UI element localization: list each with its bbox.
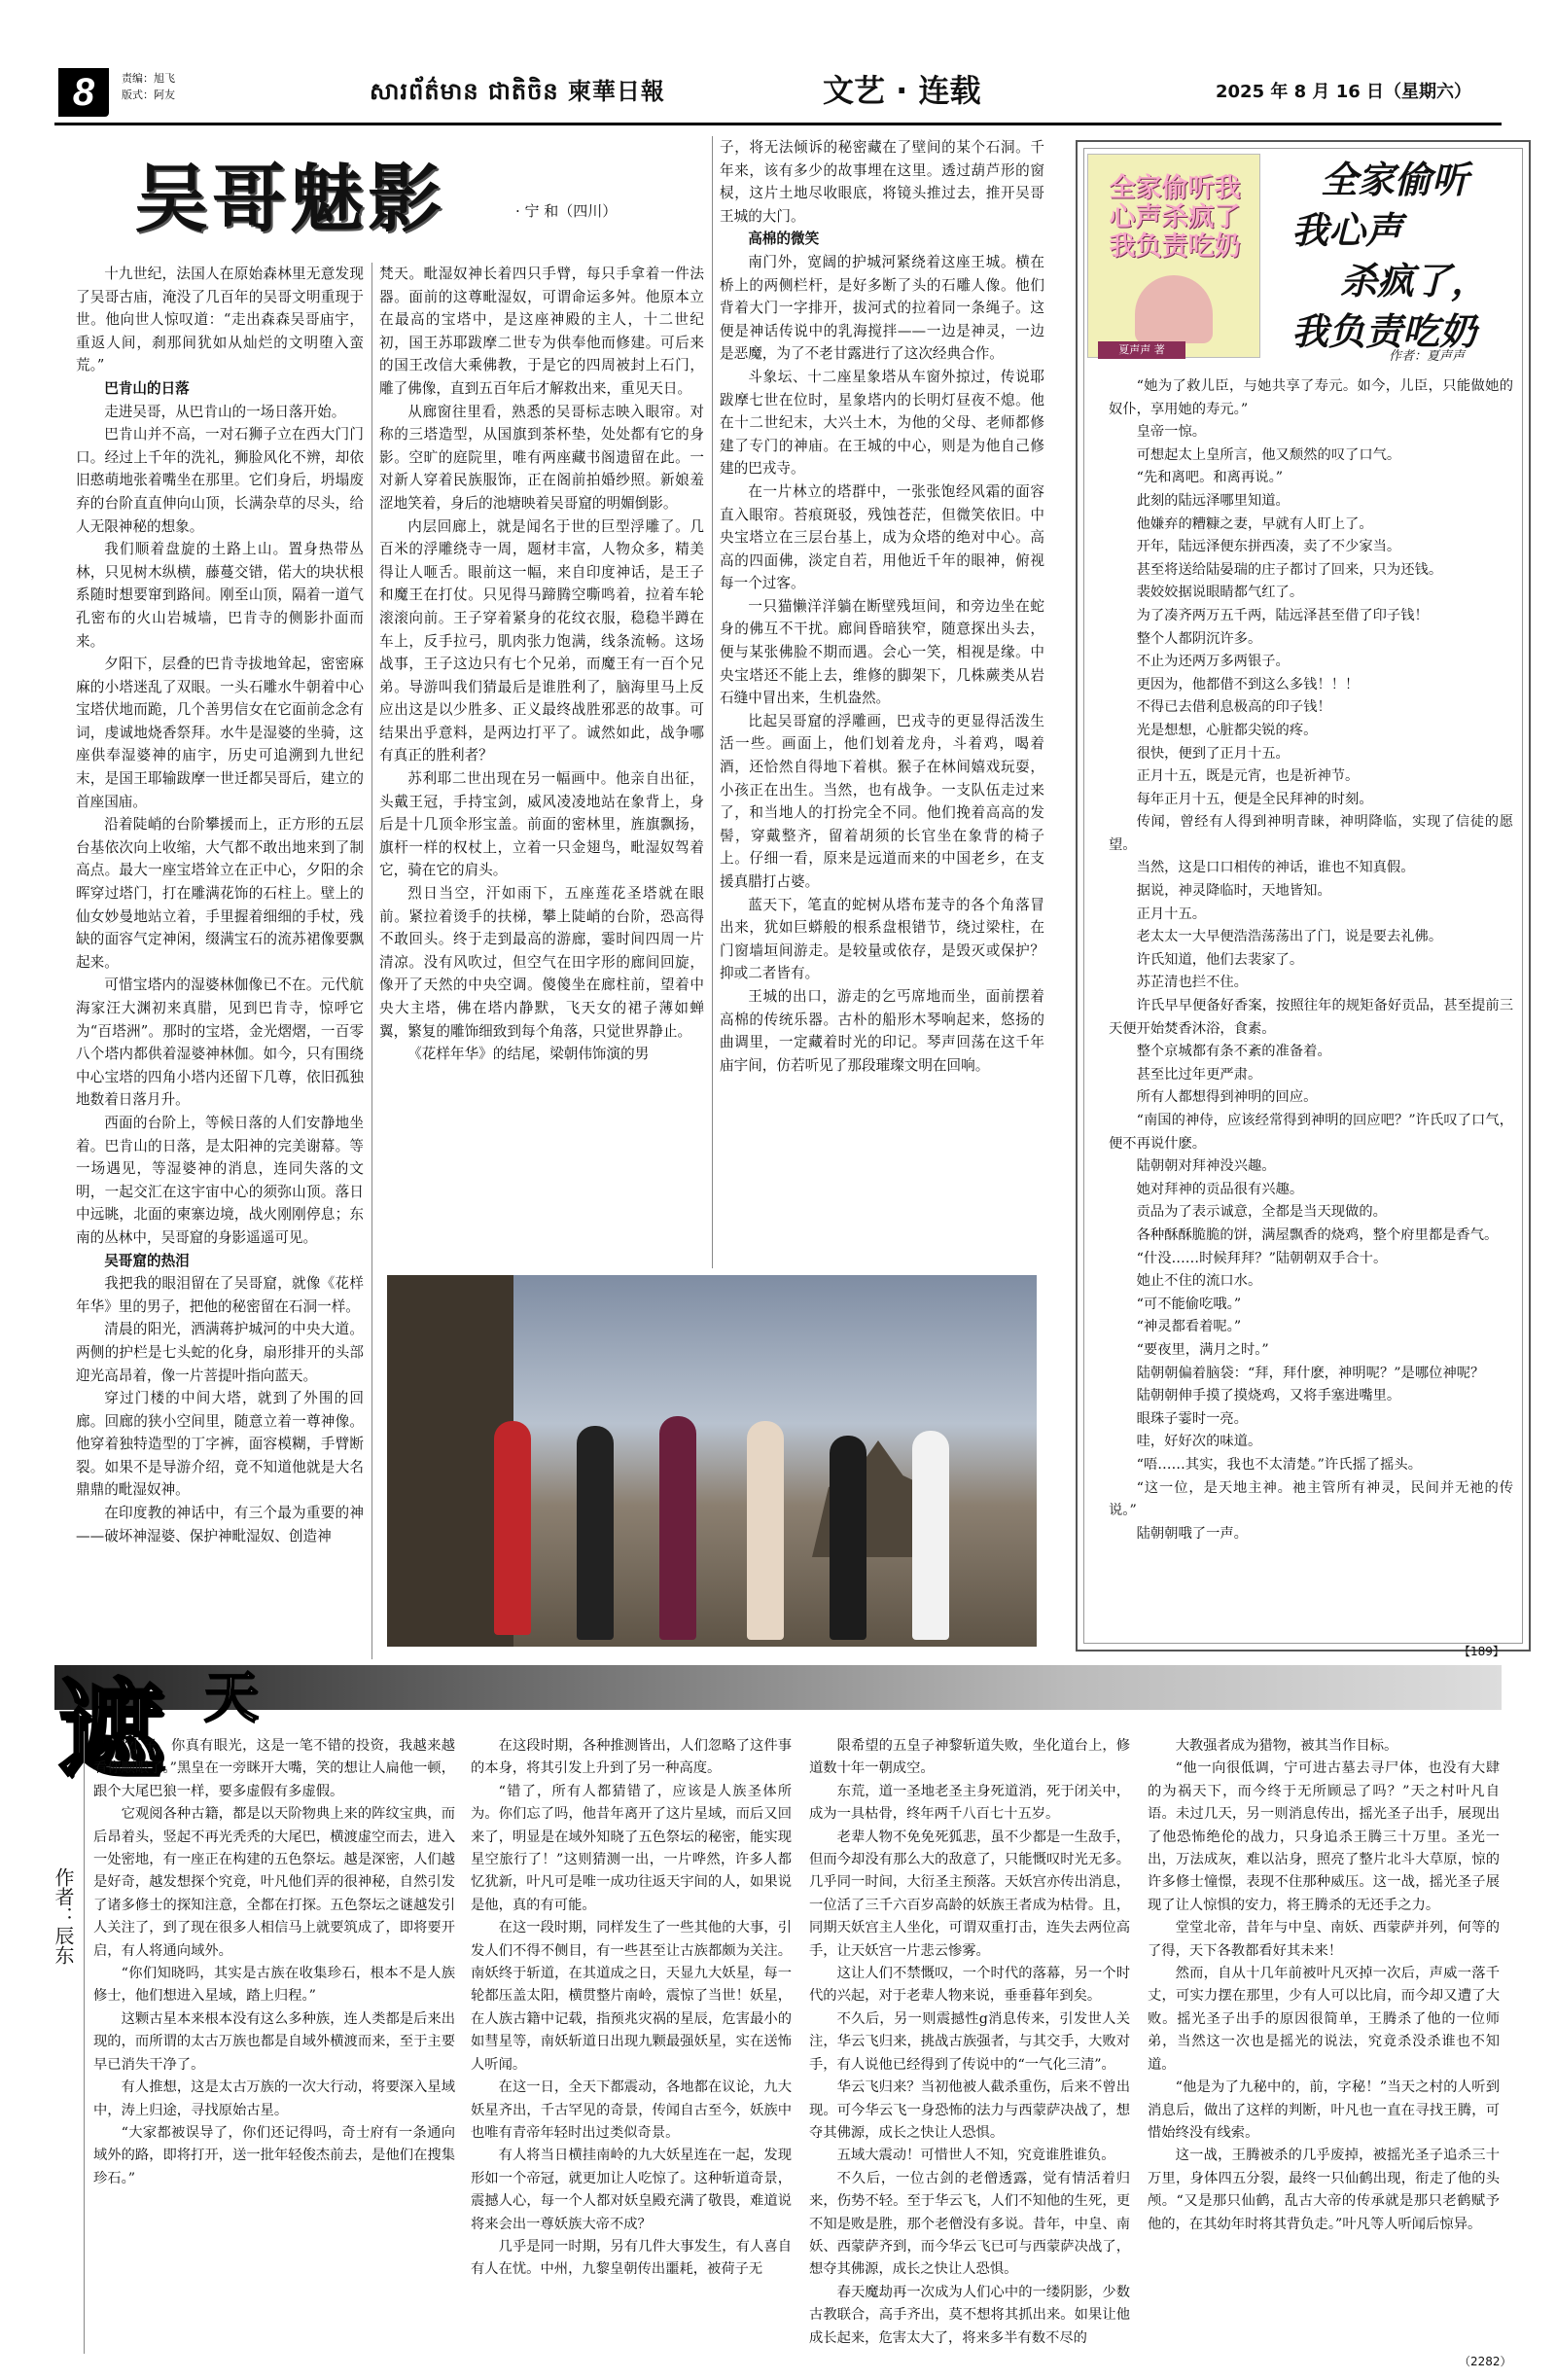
paragraph: 它观阅各种古籍，都是以天阶物典上来的阵纹宝典，而后昂着头，竖起不再光秃秃的大尾巴，横渡虚空而去，进入一处密地，有一座正在构建的五色祭坛。越是深密，人们越是好奇，越发想探个究竟，叶凡他们弄的很神秘，自然引发了诸多修士的探知注意，全都在打探。五色祭坛之谜越发引人关注了，到了现在很多人相信马上就要筑成了，即将要开启，有人将通向域外。 [93, 1806, 455, 1959]
paragraph: 五域大震动！可惜世人不知，究竟谁胜谁负。 [836, 2148, 1115, 2164]
paragraph: “唔……其实，我也不太清楚。”许氏摇了摇头。 [1136, 1456, 1422, 1473]
paragraph: 甚至比过年更严肃。 [1136, 1066, 1262, 1083]
paragraph: 不止为还两万多两银子。 [1136, 654, 1290, 670]
paragraph: 她对拜神的贡品很有兴趣。 [1136, 1181, 1304, 1197]
paragraph: “小子，你真有眼光，这是一笔不错的投资，我越来越看你顺眼了。”黑皇在一旁眯开大嘴，笑的想让人扁他一顿，跟个大尾巴狼一样，要多虚假有多虚假。 [93, 1738, 455, 1799]
paragraph: “神灵都看着呢。” [1136, 1319, 1242, 1335]
person-1 [494, 1421, 531, 1635]
paragraph: 这让人们不禁慨叹，一个时代的落幕，另一个时代的兴起，对于老辈人物来说，垂垂暮年到矣。 [809, 1966, 1130, 2005]
paragraph: “他是为了九秘中的，前，字秘！”当天之村的人听到消息后，做出了这样的判断，叶凡也一直在寻找王腾，可惜始终没有线索。 [1148, 2079, 1500, 2141]
serial2-author: 作者：辰东 [52, 1867, 75, 1965]
serial-box [1076, 140, 1531, 1652]
paragraph: 东荒，道一圣地老圣主身死道消，死于闭关中，成为一具枯骨，终年两千八百七十五岁。 [809, 1783, 1130, 1823]
paragraph: 子，将无法倾诉的秘密藏在了壁间的某个石洞。千年来，该有多少的故事埋在这里。透过葫芦形的窗棂，这片土地尽收眼底，将镜头推过去，推开吴哥王城的大门。 [720, 139, 1044, 225]
paragraph: “要夜里，满月之时。” [1136, 1341, 1269, 1358]
paragraph: “他一向很低调，宁可进古墓去寻尸体，也没有大肆的为祸天下，而今终于无所顾忌了吗？”天之村叶凡自语。未过几天，另一则消息传出，摇光圣子出手，展现出了他恐怖绝伦的战力，只身追杀王腾三十万里。圣光一出，万法成灰，难以沾身，照亮了整片北斗大草原，惊的许多修士憧憬，表现不住那种威压。这一战，摇光圣子展现了让人惊惧的安力，将王腾杀的无还手之力。 [1148, 1760, 1500, 1913]
serial2-title-band [54, 1665, 1502, 1710]
paragraph: 有人将当日横挂南岭的九大妖星连在一起，发现形如一个帝冠，就更加让人吃惊了。这种斩道奇景，震撼人心，每一个人都对妖皇殿充满了敬畏，难道说将来会出一尊妖族大帝不成？ [471, 2148, 792, 2232]
paragraph: 不得已去借利息极高的印子钱！ [1136, 699, 1331, 716]
paragraph: 走进吴哥，从巴肯山的一场日落开始。 [104, 403, 346, 420]
paragraph: 老辈人物不免免死狐悲，虽不少都是一生敌手，但而今却没有那么大的敌意了，只能慨叹时光无多。几乎同一时间，大衍圣主预落。天妖宫亦传出消息，一位活了三千六百岁高龄的妖族王者成为枯骨。且，同期天妖宫主人坐化，可谓双重打击，连失去两位高手，让天妖宫一片悲云惨雾。 [809, 1829, 1130, 1959]
paragraph: 巴肯山并不高，一对石狮子立在西大门门口。经过上千年的洗礼，狮脸风化不辨，却依旧憨萌地张着嘴坐在那里。它们身后，坍塌废弃的台阶直直伸向山顶，长满杂草的尽头，给人无限神秘的想象。 [76, 426, 364, 535]
paragraph: “错了，所有人都猜错了，应该是人族圣体所为。你们忘了吗，他昔年离开了这片星域，而后又回来了，明显是在域外知晓了五色祭坛的秘密，能实现星空旅行了！”这则猜测一出，一片哗然，许多人都忆犹新，叶凡可是唯一成功往返天宇间的人，如果说是他，真的有可能。 [471, 1783, 792, 1913]
serial-title-line-1: 全家偷听 [1321, 158, 1469, 201]
paragraph: 眼珠子霎时一亮。 [1136, 1410, 1248, 1427]
paragraph: 几乎是同一时期，另有几件大事发生，有人喜自有人在忧。中州，九黎皇朝传出噩耗，被荷子无 [471, 2238, 792, 2278]
serial-title-line-3: 杀疯了， [1340, 259, 1489, 302]
paragraph: 西面的台阶上，等候日落的人们安静地坐着。巴肯山的日落，是太阳神的完美谢幕。等一场遇见，等湿婆神的消息，连同失落的文明，一起交汇在这宇宙中心的须弥山顶。落日中远眺，北面的柬寨边境，战火刚刚停息；东南的丛林中，吴哥窟的身影遥遥可见。 [76, 1114, 364, 1246]
paragraph: 烈日当空，汗如雨下，五座莲花圣塔就在眼前。紧拉着烫手的扶梯，攀上陡峭的台阶，恐高得不敢回头。终于走到最高的游廊，霎时间四周一片清凉。没有风吹过，但空气在田字形的廊间回旋，像开了天然的中央空调。傻傻坐在廊柱前，望着中央大主塔，佛在塔内静默，飞天女的裙子薄如蝉翼，繁复的雕饰细致到每个角落，只觉世界静止。 [379, 885, 704, 1040]
paragraph: 苏芷清也拦不住。 [1136, 975, 1248, 991]
article-title: 吴哥魅影 [134, 156, 445, 242]
paragraph: 我们顺着盘旋的土路上山。置身热带丛林，只见树木纵横，藤蔓交错，偌大的块状根系随时想要窜到路间。刚至山顶，隔着一道气孔密布的火山岩城墙，巴肯寺的侧影扑面而来。 [76, 541, 364, 650]
article-column-3 [720, 136, 1044, 1268]
masthead: សារព័ត៌មាន ជាតិចិន 柬華日報 [370, 77, 665, 105]
paragraph: 有人推想，这是太古万族的一次大行动，将要深入星域中，涛上归途，寻找原始古星。 [93, 2079, 455, 2118]
paragraph: 每年正月十五，便是全民拜神的时刻。 [1136, 791, 1373, 807]
person-2 [577, 1426, 614, 1640]
paragraph: 斗象坛、十二座星象塔从车窗外掠过，传说耶跋摩七世在位时，星象塔内的长明灯昼夜不熄。他在十二世纪末，大兴土木，为他的父母、老师都修建了专门的神庙。在王城的中心，则是为他自己修建的巴戎寺。 [720, 368, 1044, 478]
paragraph: 王城的出口，游走的乞丐席地而坐，面前摆着高棉的传统乐器。古朴的船形木琴响起来，悠扬的曲调里，一定藏着时光的印记。琴声回荡在这千年庙宇间，仿若听见了那段璀璨文明在回响。 [720, 987, 1044, 1074]
editor-credits [122, 70, 175, 103]
paragraph: 苏利耶二世出现在另一幅画中。他亲自出征，头戴王冠，手持宝剑，威风凌凌地站在象背上，身后是十几顶伞形宝盖。前面的密林里，旌旗飘扬，旗杆一样的权杖上，立着一只金翅鸟，毗湿奴驾着它，骑在它的肩头。 [379, 770, 704, 879]
paragraph: 当然，这是口口相传的神话，谁也不知真假。 [1136, 860, 1415, 876]
book-cover [1087, 154, 1260, 358]
paragraph: 大教强者成为猎物，被其当作目标。 [1175, 1738, 1398, 1754]
serial2-column-4 [1148, 1735, 1500, 2348]
paragraph: 《花样年华》的结尾，梁朝伟饰演的男 [407, 1046, 650, 1063]
paragraph: 整个人都阴沉许多。 [1136, 630, 1262, 647]
person-4 [747, 1421, 784, 1640]
paragraph: 各种酥酥脆脆的饼，满屋飘香的烧鸡，整个府里都是香气。 [1136, 1226, 1499, 1243]
paragraph: 不久后，另一则震撼性g消息传来，引发世人关注，华云飞归来，挑战古族强者，与其交手，大败对手，有人说他已经得到了传说中的“一气化三清”。 [809, 2010, 1130, 2073]
paragraph: 然而，自从十几年前被叶凡灭掉一次后，声威一落千丈，可实力摆在那里，少有人可以比肩，而今却又遭了大败。摇光圣子出手的原因很简单，王腾杀了他的一位师弟，当然这一次也是摇光的说法，究竟杀没杀谁也不知道。 [1148, 1966, 1500, 2073]
paragraph: 一只猫懒洋洋躺在断壁残垣间，和旁边坐在蛇身的佛互不干扰。廊间昏暗狭窄，随意探出头去，便与某张佛脸不期而遇。会心一笑，相视是缘。中央宝塔还不能上去，维修的脚架下，几株蕨类从岩石缝中冒出来，生机盎然。 [720, 597, 1044, 707]
paragraph: 她止不住的流口水。 [1136, 1273, 1262, 1290]
paragraph: 在这一日，全天下都震动，各地都在议论，九大妖星齐出，千古罕见的奇景，传闻自古至今，妖族中也唯有青帝年轻时出过类似奇景。 [471, 2079, 792, 2141]
paragraph: 春天魔劫再一次成为人们心中的一缕阴影，少数古教联合，高手齐出，莫不想将其抓出来。如果让他成长起来，危害太大了，将来多半有数不尽的 [809, 2284, 1130, 2346]
paragraph: 光是想想，心脏都尖锐的疼。 [1136, 722, 1318, 738]
paragraph: 梵天。毗湿奴神长着四只手臂，每只手拿着一件法器。面前的这尊毗湿奴，可谓命运多舛。他原本立在最高的宝塔中，是这座神殿的主人，十二世纪初，国王苏耶跋摩二世专为供奉他而修建。可后来的国王改信大乘佛教，于是它的四周被封上石门，雕了佛像，直到五百年后才解救出来，重见天日。 [379, 266, 704, 397]
paragraph: 可想起太上皇所言，他又颓然的叹了口气。 [1136, 446, 1401, 463]
paragraph: 穿过门楼的中间大塔，就到了外围的回廊。回廊的狭小空间里，随意立着一尊神像。他穿着独特造型的丁字裤，面容模糊，手臂断裂。如果不是导游介绍，竟不知道他就是大名鼎鼎的毗湿奴神。 [76, 1390, 364, 1499]
serial2-column-2 [471, 1735, 792, 2348]
paragraph: 据说，神灵降临时，天地皆知。 [1136, 883, 1331, 900]
serial-author: 作者：夏声声 [1389, 349, 1466, 364]
paragraph: 在印度教的神话中，有三个最为重要的神——破坏神湿婆、保护神毗湿奴、创造神 [76, 1505, 364, 1545]
paragraph: “她为了救儿臣，与她共享了寿元。如今，儿臣，只能做她的奴仆，享用她的寿元。” [1109, 378, 1513, 417]
paragraph: 南门外，宽阔的护城河紧绕着这座王城。横在桥上的两侧栏杆，是好多断了头的石雕人像。他们背着大门一字排开，拔河式的拉着同一条绳子。这便是神话传说中的乳海搅拌——一边是神灵，一边是恶魔，为了不老甘露进行了这次经典合作。 [720, 253, 1044, 363]
layout-name: 版式：阿友 [122, 89, 175, 101]
serial-episode: 【189】 [1459, 1645, 1504, 1658]
editor-name: 责编：旭飞 [122, 72, 175, 85]
paragraph: “这一位，是天地主神。祂主管所有神灵，民间并无祂的传说。” [1109, 1479, 1513, 1519]
article-byline: · 宁 和（四川） [515, 202, 618, 220]
paragraph: 比起吴哥窟的浮雕画，巴戎寺的更显得活泼生活一些。画面上，他们划着龙舟，斗着鸡，喝着酒，还恰然自得地下着棋。猴子在林间嬉戏玩耍，小孩正在出生。当然，也有战争。一支队伍走过来了，和当地人的打扮完全不同。他们挽着高高的发髻，穿戴整齐，留着胡须的长官坐在象背的椅子上。仔细一看，原来是远道而来的中国老乡，在支援真腊打占婆。 [720, 712, 1044, 890]
paragraph: 在一片林立的塔群中，一张张饱经风霜的面容直入眼帘。苔痕斑驳，残蚀苍茫，但微笑依旧。中央宝塔立在三层台基上，成为众塔的绝对中心。高高的四面佛，淡定自若，用他近千年的眼神，俯视每一个过客。 [720, 482, 1044, 592]
serial2-title-big: 遮 [58, 1668, 164, 1791]
paragraph: 皇帝一惊。 [1136, 424, 1207, 441]
paragraph: 可惜宝塔内的湿婆林伽像已不在。元代航海家汪大渊初来真腊，见到巴肯寺，惊呼它为“百塔洲”。那时的宝塔，金光熠熠，一百零八个塔内都供着湿婆神林伽。如今，只有围绕中心宝塔的四角小塔内还留下几尊，依旧孤独地数着日落月升。 [76, 977, 364, 1109]
person-3 [659, 1416, 696, 1640]
paragraph: 十九世纪，法国人在原始森林里无意发现了吴哥古庙，淹没了几百年的吴哥文明重现于世。他向世人惊叹道：“走出森森吴哥庙宇，重返人间，刹那间犹如从灿烂的文明堕入蛮荒。” [76, 266, 364, 374]
paragraph: 贡品为了表示诚意，全都是当天现做的。 [1136, 1204, 1387, 1221]
serial-title-line-2: 我心声 [1291, 208, 1403, 252]
section-title: 文艺 · 连载 [823, 72, 981, 109]
subheading: 高棉的微笑 [748, 231, 820, 248]
book-cover-author: 夏声声 著 [1098, 341, 1185, 359]
paragraph: “你们知晓吗，其实是古族在收集珍石，根本不是人族修士，他们想进入星域，踏上归程。” [93, 1966, 455, 2005]
paragraph: 为了凑齐两万五千两，陆远泽甚至借了印子钱！ [1136, 607, 1429, 623]
paragraph: 开年，陆远泽便东拼西凑，卖了不少家当。 [1136, 539, 1401, 555]
paragraph: “大家都被误导了，你们还记得吗，奇士府有一条通向域外的路，即将打开，送一批年轻俊杰前去，是他们在搜集珍石。” [93, 2124, 455, 2186]
paragraph: 此刻的陆远泽哪里知道。 [1136, 492, 1290, 509]
issue-date: 2025 年 8 月 16 日（星期六） [1216, 82, 1472, 102]
paragraph: 限希望的五皇子神黎斩道失败，坐化道台上，修道数十年一朝成空。 [809, 1738, 1130, 1777]
paragraph: 所有人都想得到神明的回应。 [1136, 1089, 1318, 1106]
paragraph: 不久后，一位古剑的老僧透露，觉有情活着归来，伤势不轻。至于华云飞，人们不知他的生死，更不知是败是胜，那个老僧没有多说。昔年，中皇、南妖、西蒙萨齐到，而今华云飞已可与西蒙萨决战了，想夺其佛源，成长之快让人恐惧。 [809, 2170, 1130, 2278]
paragraph: 我把我的眼泪留在了吴哥窟，就像《花样年华》里的男子，把他的秘密留在石洞一样。 [76, 1275, 364, 1315]
paragraph: 甚至将送给陆晏瑞的庄子都讨了回来，只为还钱。 [1136, 561, 1443, 578]
serial2-column-1 [93, 1735, 455, 2348]
serial-text [1109, 375, 1513, 1545]
paragraph: 这颗古星本来根本没有这么多种族，连人类都是后来出现的，而所谓的太古万族也都是自域外横渡而来，至于主要早已消失干净了。 [93, 2010, 455, 2073]
paragraph: 整个京城都有条不紊的准备着。 [1136, 1044, 1331, 1060]
paragraph: 正月十五，既是元宵，也是祈神节。 [1136, 768, 1360, 785]
article-column-1 [76, 263, 364, 1663]
paragraph: 老太太一大早便浩浩荡荡出了门，说是要去礼佛。 [1136, 929, 1443, 945]
paragraph: 更因为，他都借不到这么多钱！！！ [1136, 676, 1360, 693]
paragraph: 他嫌弃的糟糠之妻，早就有人盯上了。 [1136, 515, 1373, 532]
paragraph: 裴姣姣据说眼睛都气红了。 [1136, 585, 1304, 601]
paragraph: “南国的神侍，应该经常得到神明的回应吧？”许氏叹了口气，便不再说什麽。 [1109, 1113, 1513, 1152]
subheading: 巴肯山的日落 [104, 379, 190, 397]
paragraph: 在这一段时期，同样发生了一些其他的大事，引发人们不得不侧目，有一些甚至让古族都颇为关注。南妖终于斩道，在其道成之日，天显九大妖星，每一轮都压盖太阳，横贯整片南岭，震惊了当世！妖星，在人族古籍中记载，指预兆灾祸的星辰，危害最小的如彗星等，南妖斩道日出现九颗最强妖星，实在送怖人听闻。 [471, 1920, 792, 2073]
paragraph: 陆朝朝对拜神没兴趣。 [1136, 1158, 1276, 1175]
paragraph: 哇，好好次的味道。 [1136, 1434, 1262, 1450]
paragraph: “什没……时候拜拜？”陆朝朝双手合十。 [1136, 1250, 1388, 1266]
column-divider [712, 136, 713, 1268]
paragraph: 内层回廊上，就是闻名于世的巨型浮雕了。几百米的浮雕绕寺一周，题材丰富，人物众多，精美得让人咂舌。眼前这一幅，来自印度神话，是王子和魔王在打仗。只见得马蹄腾空嘶鸣着，拉着车轮滚滚向前。王子穿着紧身的花纹衣服，稳稳半蹲在车上，反手拉弓，肌肉张力饱满，线条流畅。这场战事，王子这边只有七个兄弟，而魔王有一百个兄弟。导游叫我们猜最后是谁胜利了，脑海里马上反应出这是以少胜多、正义最终战胜邪恶的故事。可结果出乎意料，是两边打平了。诚然如此，战争哪有真正的胜利者？ [379, 517, 704, 764]
paragraph: 从廊窗往里看，熟悉的吴哥标志映入眼帘。对称的三塔造型，从国旗到茶杯垫，处处都有它的身影。空旷的庭院里，唯有两座藏书阁遗留在此。一对新人穿着民族服饰，正在阁前拍婚纱照。新娘羞涩地笑着，身后的池塘映着吴哥窟的明媚倒影。 [379, 403, 704, 512]
paragraph: 陆朝朝哦了一声。 [1136, 1525, 1248, 1542]
book-cover-illustration [1135, 275, 1213, 343]
serial2-episode: （2282） [1459, 2355, 1512, 2368]
article-column-2 [379, 263, 704, 1268]
header-rule [54, 123, 1502, 125]
paragraph: 蓝天下，笔直的蛇树从塔布茏寺的各个角落冒出来，犹如巨蟒般的根系盘根错节，绕过梁柱，在门窗墙垣间游走。是较量或依存，是毁灭或保护？抑或二者皆有。 [720, 896, 1044, 982]
paragraph: “先和离吧。和离再说。” [1136, 470, 1284, 486]
book-cover-title: 全家偷听我心声杀疯了我负责吃奶 [1109, 173, 1241, 262]
serial2-title-small: 天 [204, 1666, 259, 1730]
serial2-author-divider [84, 1731, 85, 2354]
paragraph: “可不能偷吃哦。” [1136, 1296, 1242, 1312]
paragraph: 堂堂北帝，昔年与中皇、南妖、西蒙萨并列，何等的了得，天下各教都看好其未来！ [1148, 1920, 1500, 1959]
paragraph: 正月十五。 [1136, 906, 1207, 922]
paragraph: 在这段时期，各种推测皆出，人们忽略了这件事的本身，将其引发上升到了另一种高度。 [471, 1738, 792, 1777]
paragraph: 清晨的阳光，洒满蒋护城河的中央大道。两侧的护栏是七头蛇的化身，扇形排开的头部迎光高昂着，像一片菩提叶指向蓝天。 [76, 1321, 364, 1384]
paragraph: 很快，便到了正月十五。 [1136, 745, 1290, 762]
person-5 [830, 1436, 866, 1640]
paragraph: 许氏早早便备好香案，按照往年的规矩备好贡品，甚至提前三天便开始焚香沐浴，食素。 [1109, 998, 1513, 1037]
paragraph: 许氏知道，他们去裴家了。 [1136, 951, 1304, 968]
person-6 [912, 1431, 949, 1640]
page-number: 8 [58, 68, 109, 117]
serial-title-line-4: 我负责吃奶 [1291, 309, 1477, 353]
paragraph: 华云飞归来？当初他被人截杀重伤，后来不曾出现。可今华云飞一身恐怖的法力与西蒙萨决战了，想夺其佛源，成长之快让人恐惧。 [809, 2079, 1130, 2141]
paragraph: 传闻，曾经有人得到神明青睐，神明降临，实现了信徒的愿望。 [1109, 814, 1513, 853]
subheading: 吴哥窟的热泪 [104, 1252, 190, 1269]
serial2-column-3 [809, 1735, 1130, 2348]
paragraph: 这一战，王腾被杀的几乎废掉，被摇光圣子追杀三十万里，身体四五分裂，最终一只仙鹤出现，衔走了他的头颅。“又是那只仙鹤，乱古大帝的传承就是那只老鹤赋予他的，在其幼年时将其背负走。”叶凡等人听闻后惊异。 [1148, 2148, 1500, 2232]
paragraph: 夕阳下，层叠的巴肯寺拔地耸起，密密麻麻的小塔迷乱了双眼。一头石雕水牛朝着中心宝塔伏地而跪，几个善男信女在它面前念念有词，虔诚地烧香祭拜。水牛是湿婆的坐骑，这座供奉湿婆神的庙宇，历史可追溯到九世纪末，是国王耶输跋摩一世迁都吴哥后，建立的首座国庙。 [76, 656, 364, 810]
paragraph: 陆朝朝偏着脑袋：“拜，拜什麽，神明呢？”是哪位神呢？ [1136, 1365, 1485, 1381]
group-photo [387, 1275, 1037, 1647]
paragraph: 沿着陡峭的台阶攀援而上，正方形的五层台基依次向上收缩，大气都不敢出地来到了制高点。最大一座宝塔耸立在正中心，夕阳的余晖穿过塔门，打在雕满花饰的石柱上。壁上的仙女妙曼地站立着，手里握着细细的手杖，残缺的面容气定神闲，缀满宝石的流苏裙像要飘起来。 [76, 816, 364, 971]
column-divider [371, 263, 372, 1659]
paragraph: 陆朝朝伸手摸了摸烧鸡，又将手塞进嘴里。 [1136, 1388, 1401, 1404]
